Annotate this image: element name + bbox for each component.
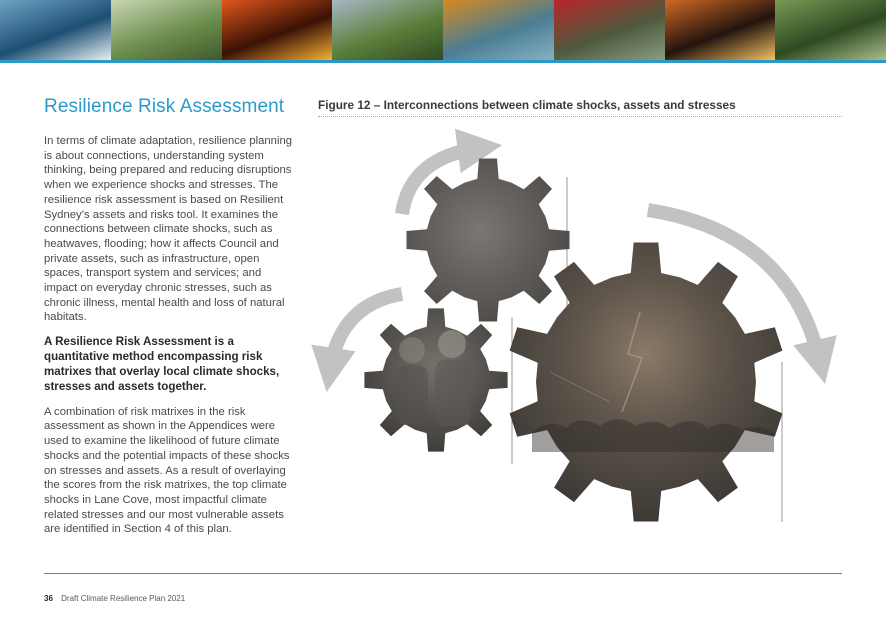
banner-divider xyxy=(0,60,886,63)
body-text xyxy=(44,134,296,547)
section-heading: Resilience Risk Assessment xyxy=(44,96,285,117)
page-footer xyxy=(44,594,185,603)
forest-creek-photo xyxy=(775,0,886,60)
storm-shocks-gear xyxy=(510,243,783,522)
bushfire-photo xyxy=(222,0,333,60)
lightning-storm-photo xyxy=(665,0,776,60)
flood-assets-gear xyxy=(407,159,570,322)
header-photo-banner xyxy=(0,0,886,60)
flooded-road-sign-photo xyxy=(443,0,554,60)
figure-title-rule xyxy=(318,116,842,117)
footer-rule xyxy=(44,573,842,574)
flooded-car-photo xyxy=(554,0,665,60)
page-number: 36 xyxy=(44,594,53,603)
ocean-wave-photo xyxy=(0,0,111,60)
interconnection-gears-figure xyxy=(310,122,850,532)
house-garden-photo xyxy=(111,0,222,60)
document-title: Draft Climate Resilience Plan 2021 xyxy=(61,594,186,603)
gears-diagram xyxy=(310,122,850,532)
highlight-paragraph: A Resilience Risk Assessment is a quantitative method encompassing risk matrixes that overlay local climate shocks, stresses and assets together. xyxy=(44,335,280,393)
figure-title: Figure 12 – Interconnections between climate shocks, assets and stresses xyxy=(318,98,736,112)
green-building-photo xyxy=(332,0,443,60)
method-paragraph: A combination of risk matrixes in the risk assessment as shown in the Appendices were used to examine the likelihood of future climate shocks and the potential impacts of these shocks on stresses and assets. As a result of overlaying the scores from the risk matrixes, the top climate shocks in Lane Cove, most impactful climate related stresses and our most vulnerable assets are identified in Section 4 of this plan. xyxy=(44,405,290,536)
intro-paragraph: In terms of climate adaptation, resilience planning is about connections, understanding system thinking, being prepared and reducing disruptions when we experience shocks and stresses. The resilience risk assessment is based on Resilient Sydney’s assets and risks tool. It examines the connections between climate shocks, such as heatwaves, flooding; how it affects Council and private assets, such as infrastructure, open spaces, transport system and services; and impact on everyday chronic stresses, such as chronic illness, mental health and loss of natural habitats. xyxy=(44,135,293,324)
